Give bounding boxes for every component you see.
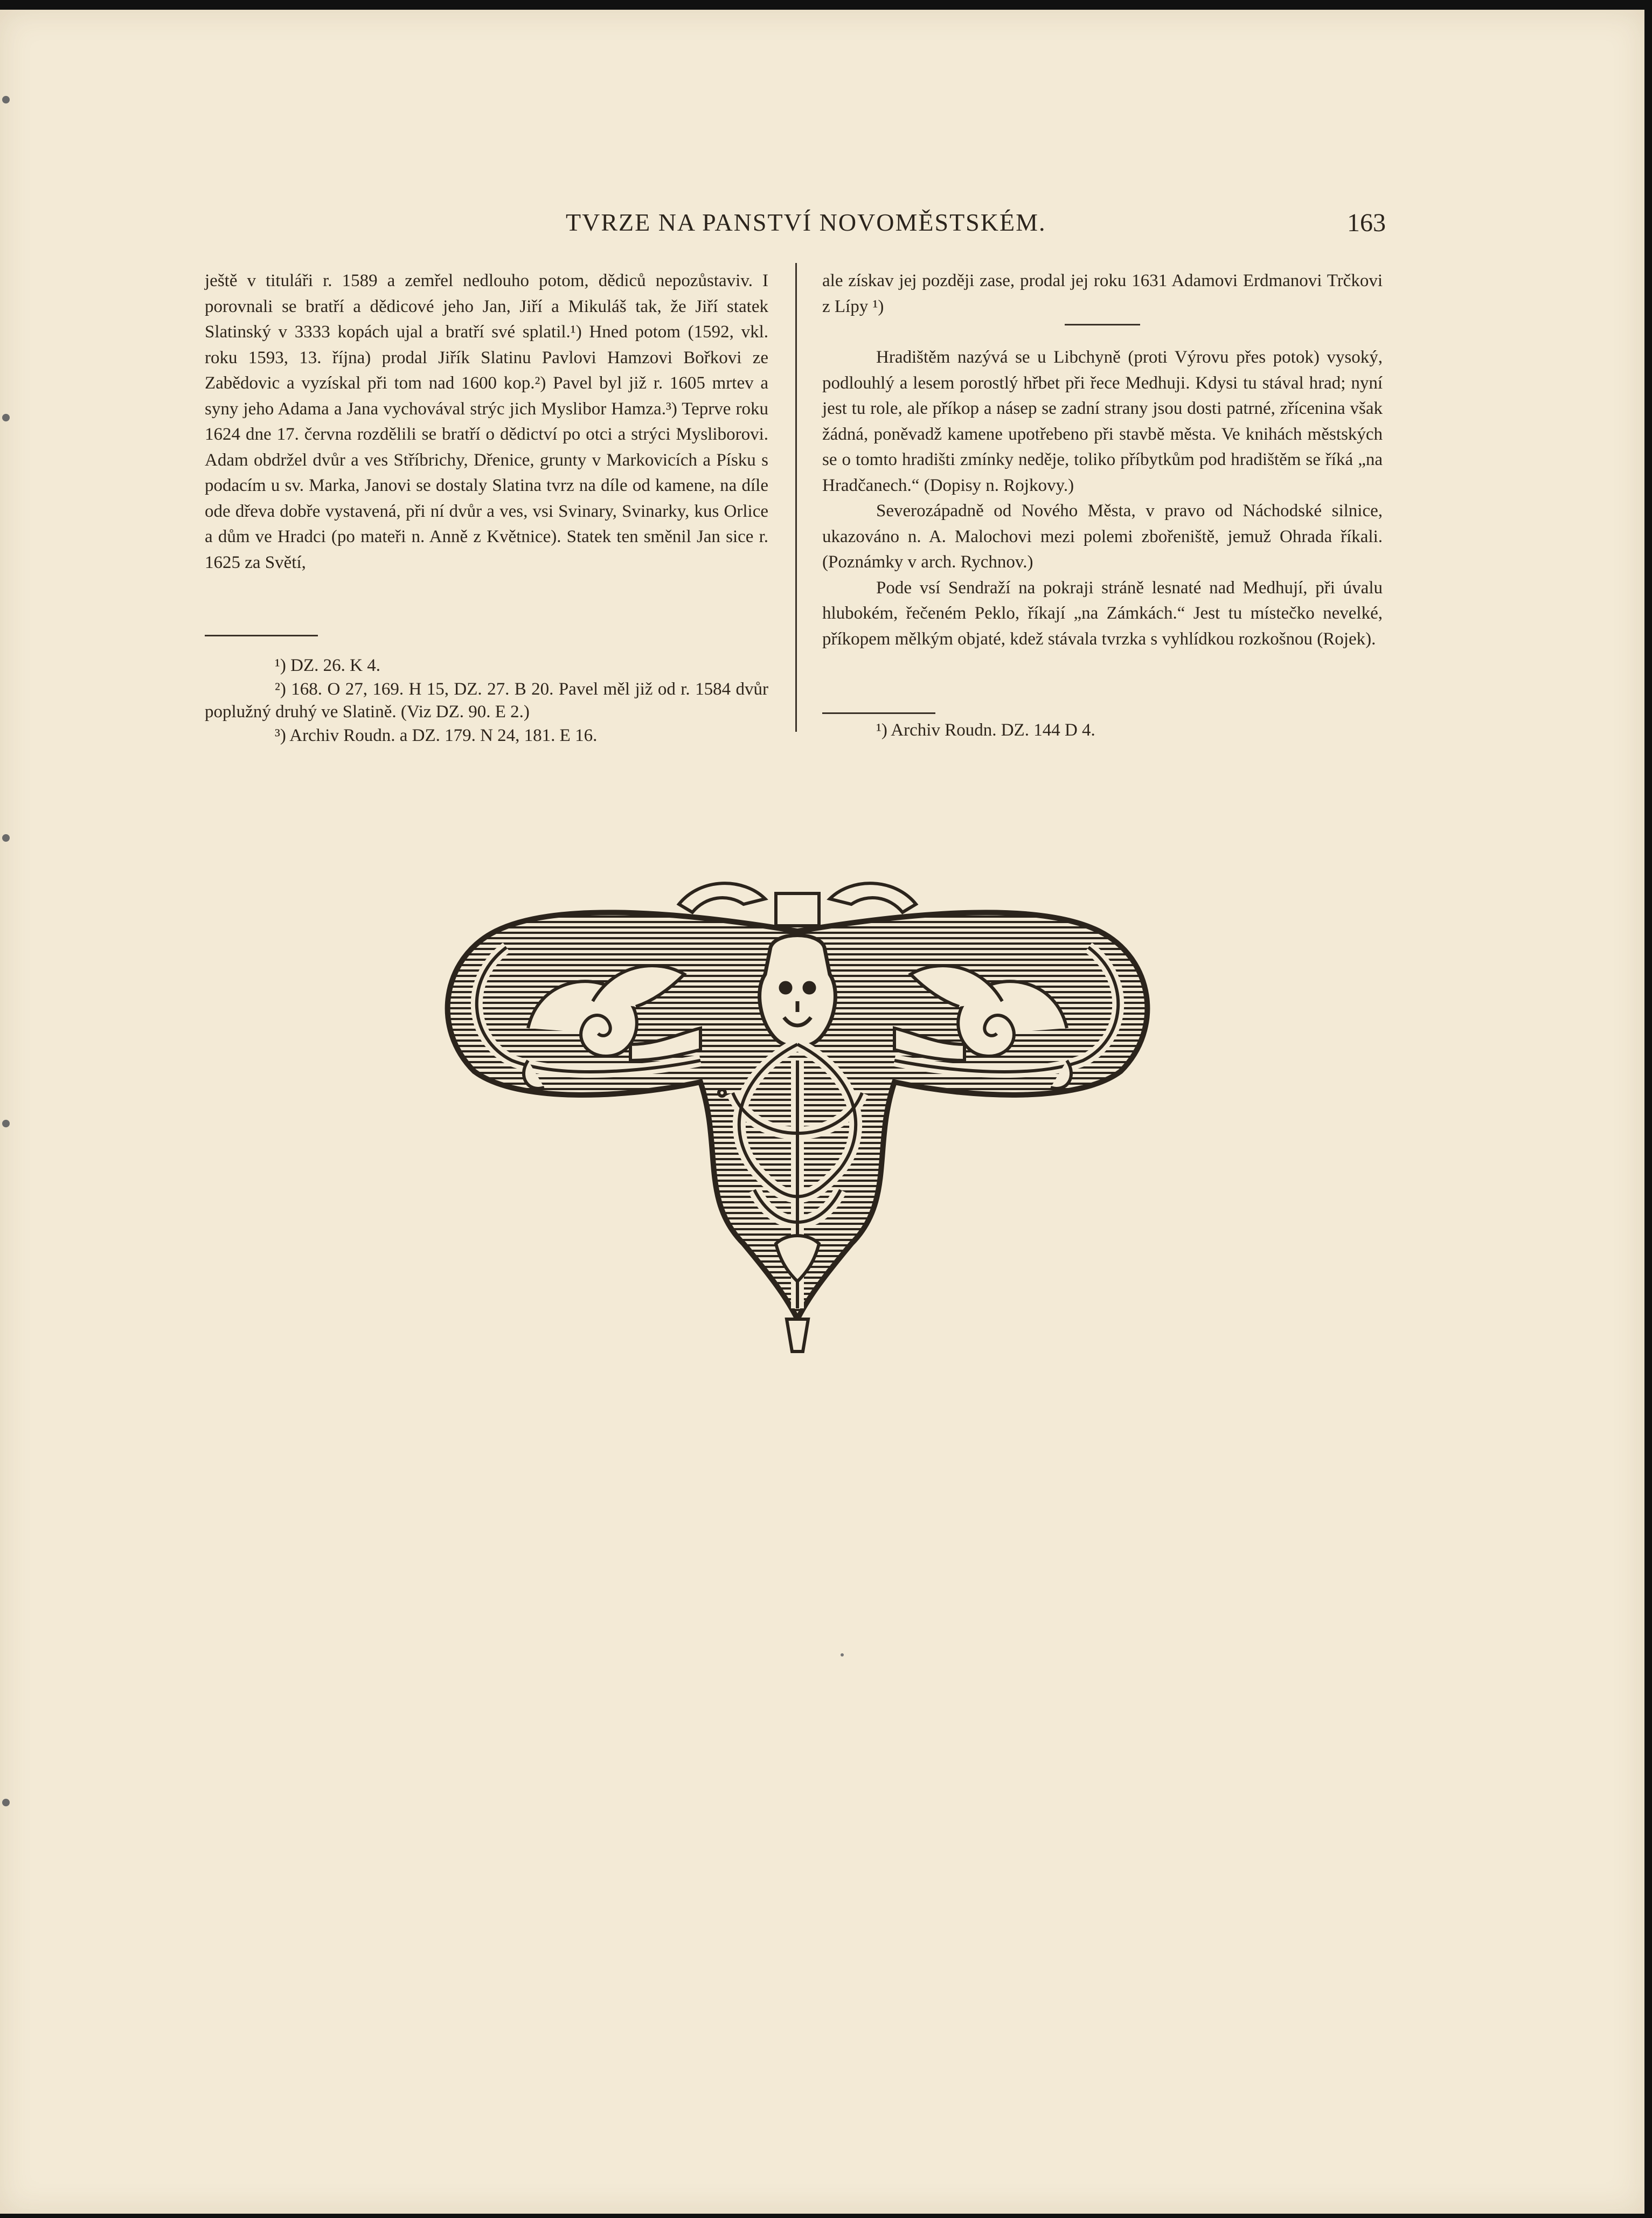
right-column <box>822 268 1383 652</box>
left-footnote-3: ³) Archiv Roudn. a DZ. 179. N 24, 181. E 16. <box>275 726 598 745</box>
paragraph-hradistem: Hradištěm nazývá se u Libchyně (proti Výrovu přes potok) vysoký, podlouhlý a lesem porostlý hřbet při řece Medhuji. Kdysi tu stával hrad; nyní jest tu role, ale příkop a násep se zadní strany jsou dosti patrné, zřícenina však žádná, poněvadž kamene upotřebeno při stavbě města. Ve knihách městských se o tomto hradišti zmínky neděje, toliko příbytkům pod hradištěm se říká „na Hradčanech.“ (Dopisy n. Rojkovy.) <box>822 348 1383 495</box>
griffin-lion-mask-tailpiece-icon <box>399 867 1196 1373</box>
paragraph-zamkach: Pode vsí Sendraží na pokraji stráně lesnaté nad Medhují, při úvalu hlubokém, řečeném Peklo, říkají „na Zámkách.“ Jest tu místečko nevelké, příkopem mělkým objaté, kdež stávala tvrzka s vyhlídkou rozkošnou (Rojek). <box>822 578 1383 649</box>
right-footnote-1: ¹) Archiv Roudn. DZ. 144 D 4. <box>876 720 1095 740</box>
stray-mark <box>841 1653 844 1656</box>
running-title: TVRZE NA PANSTVÍ NOVOMĚSTSKÉM. <box>566 209 1046 236</box>
left-footnote-1: ¹) DZ. 26. K 4. <box>275 656 380 675</box>
column-divider <box>795 263 797 732</box>
paragraph-ohrada: Severozápadně od Nového Města, v pravo od Náchodské silnice, ukazováno n. A. Malochovi mezi polemi zbořeniště, jemuž Ohrada říkali. (Poznámky v arch. Rychnov.) <box>822 501 1383 572</box>
right-section-rule <box>1065 324 1140 325</box>
left-column-text: ještě v tituláři r. 1589 a zemřel nedlouho potom, dědiců nepozůstaviv. I porovnali se bratří a dědicové jeho Jan, Jiří a Mikuláš tak, že Jiří statek Slatinský v 3333 kopách ujal a bratří své splatil.¹) Hned potom (1592, vkl. roku 1593, 13. října) prodal Jiřík Slatinu Pavlovi Hamzovi Bořkovi ze Zabědovic a vyzískal při tom nad 1600 kop.²) Pavel byl již r. 1605 mrtev a syny jeho Adama a Jana vychovával strýc jich Myslibor Hamza.³) Teprve roku 1624 dne 17. června rozdělili se bratří o dědictví po otci a strýci Mysliborovi. Adam obdržel dvůr a ves Stříbrichy, Dřenice, grunty v Markovicích a Písku s podacím u sv. Marka, Janovi se dostaly Slatina tvrz na díle od kamene, na díle ode dřeva dobře vystavená, při ní dvůr a ves, vsi Svinary, Svinarky, kus Orlice a dům ve Hradci (po mateři n. Anně z Květnice). Statek ten směnil Jan sice r. 1625 za Světí, <box>205 271 768 572</box>
right-continuation: ale získav jej později zase, prodal jej roku 1631 Adamovi Erdmanovi Trčkovi z Lípy ¹) <box>822 271 1383 316</box>
left-column <box>205 268 768 576</box>
left-footnote-rule <box>205 635 318 636</box>
page-number: 163 <box>1347 209 1386 237</box>
left-footnote-2: ²) 168. O 27, 169. H 15, DZ. 27. B 20. Pavel měl již od r. 1584 dvůr poplužný druhý ve Slatině. (Viz DZ. 90. E 2.) <box>205 680 768 722</box>
book-page <box>0 10 1644 2214</box>
right-footnote-rule <box>822 712 935 714</box>
